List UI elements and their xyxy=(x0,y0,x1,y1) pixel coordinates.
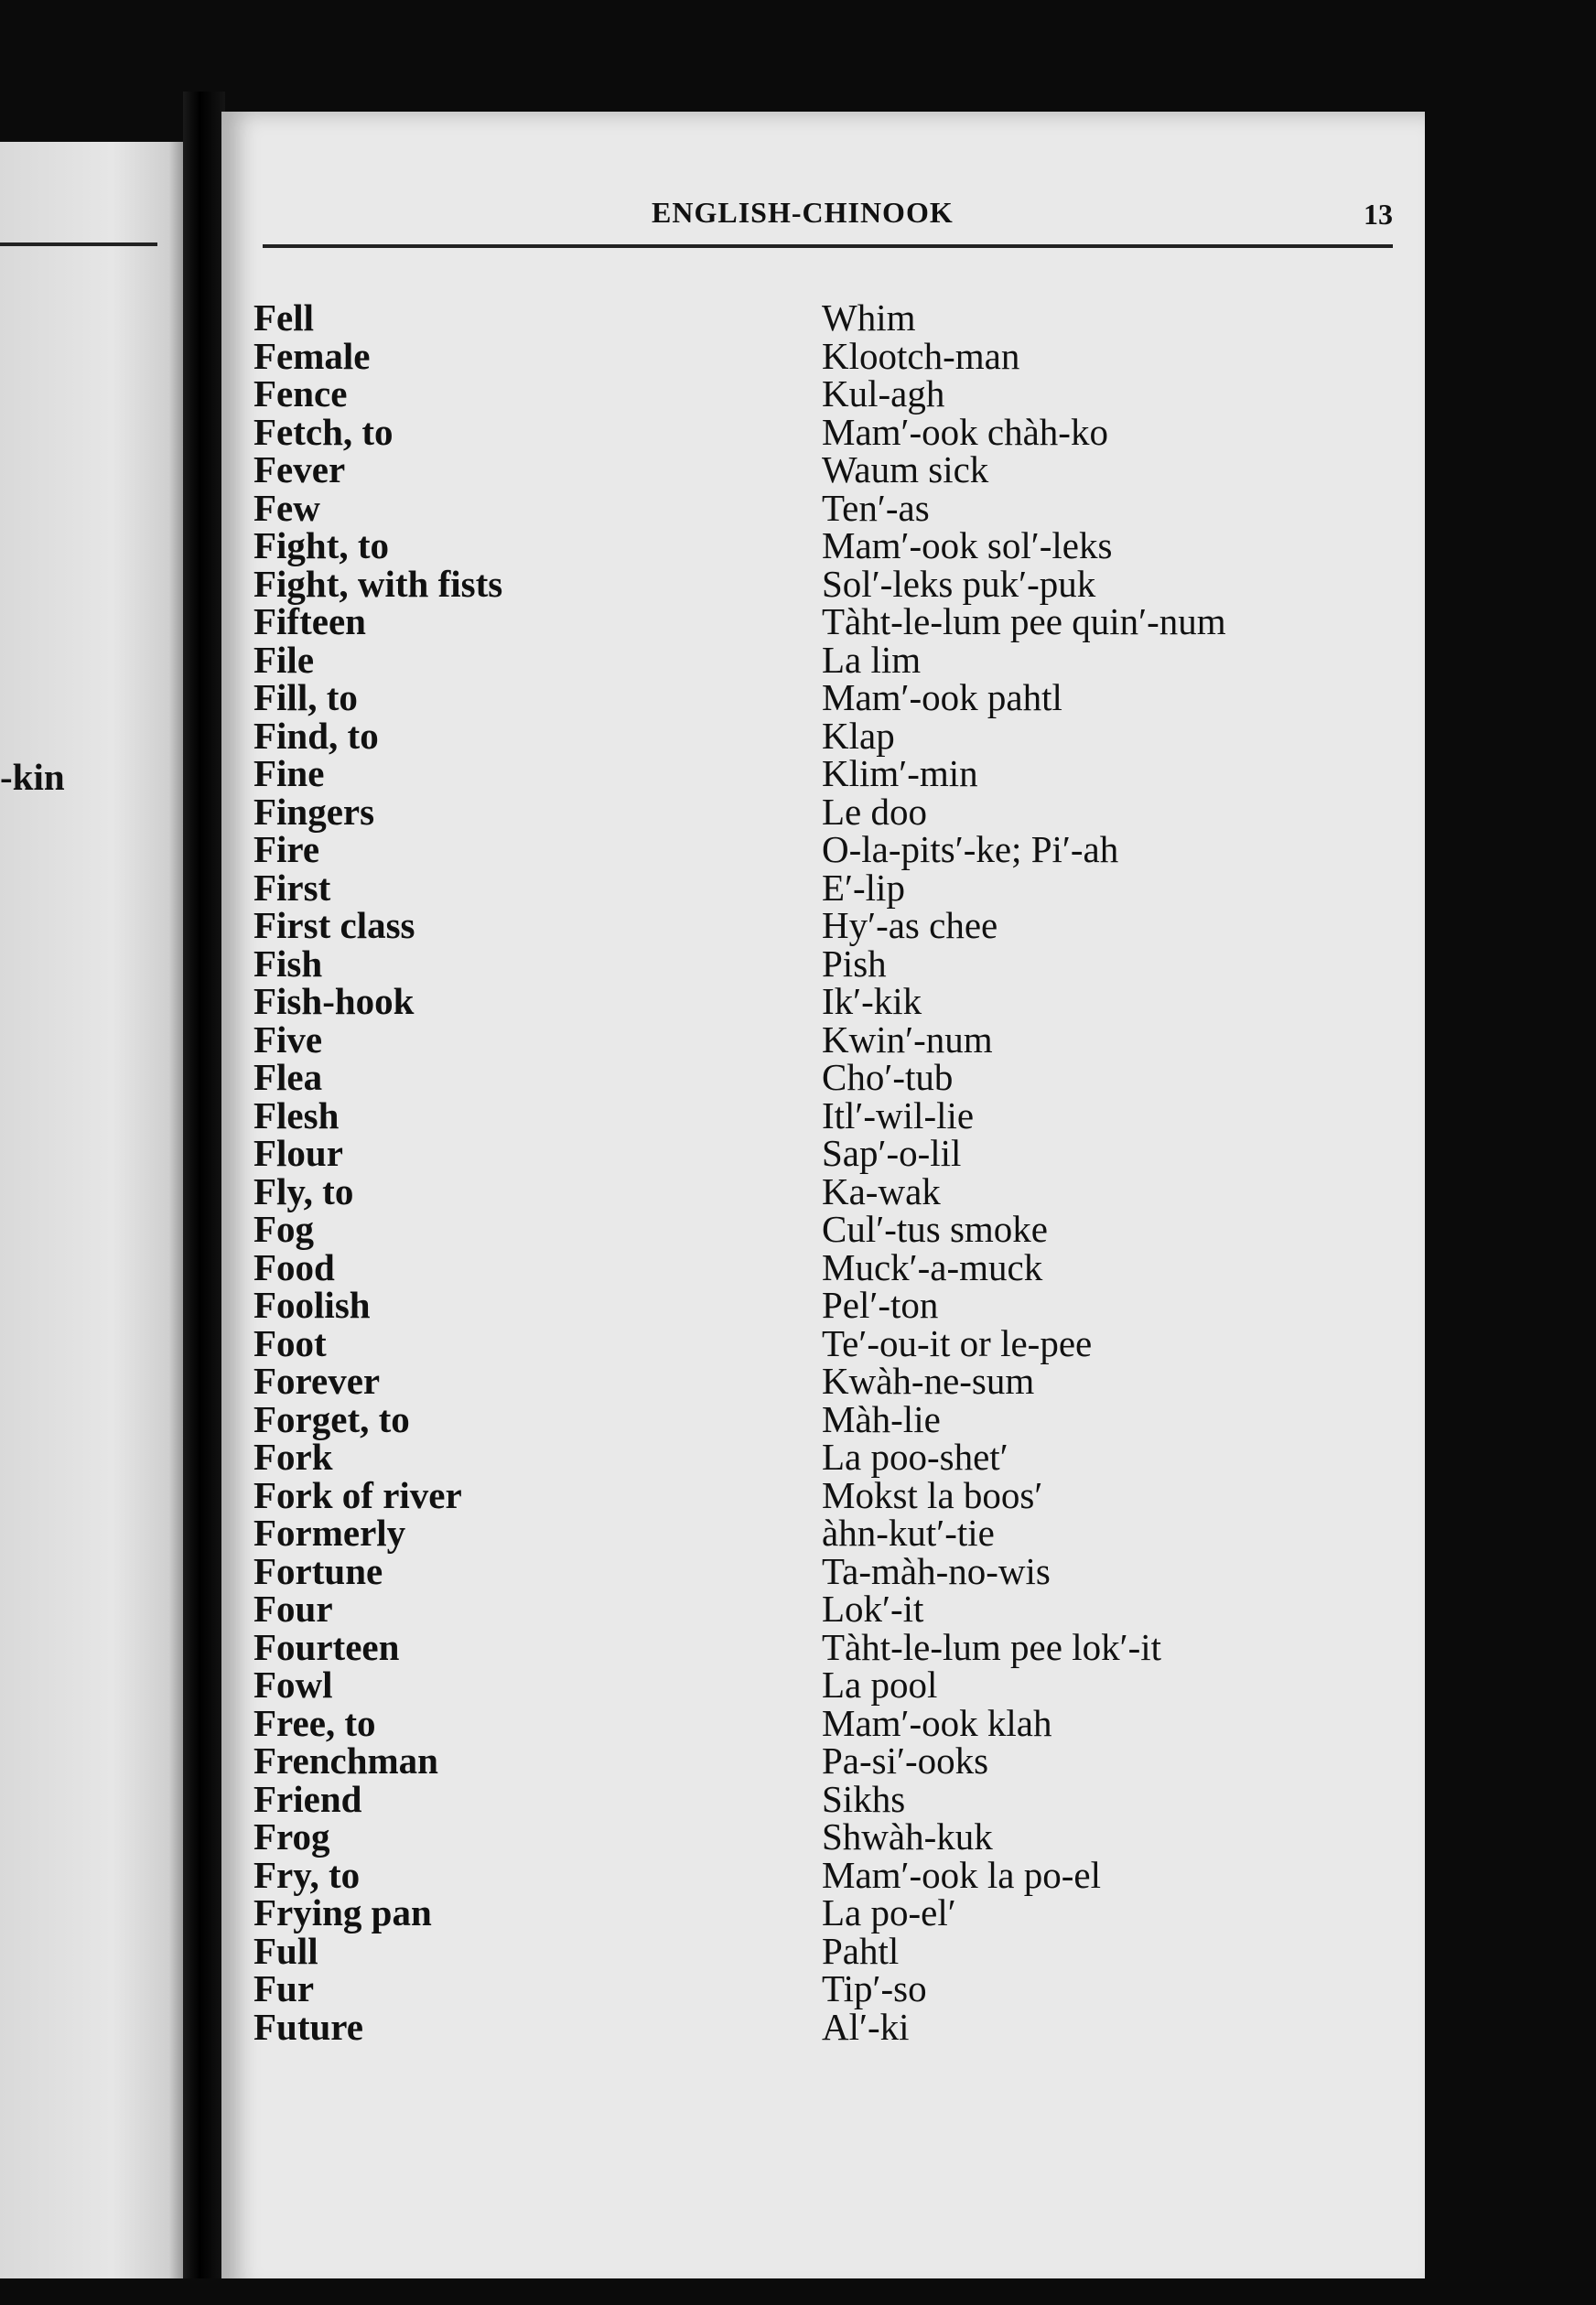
glossary-entry xyxy=(221,1929,1411,1972)
glossary-entry xyxy=(221,1473,1411,1516)
facing-page-text-fragment: -kin xyxy=(0,756,65,798)
chinook-term: O-la-pits′-ke; Pi′-ah xyxy=(822,828,1119,870)
english-term: Fog xyxy=(253,1208,315,1250)
chinook-term: Mam′-ook pahtl xyxy=(822,676,1062,718)
english-term: Five xyxy=(253,1018,323,1061)
glossary-entry xyxy=(221,600,1411,642)
dictionary-page xyxy=(221,112,1425,2294)
glossary-entry xyxy=(221,372,1411,415)
glossary-entry xyxy=(221,1321,1411,1364)
english-term: Fingers xyxy=(253,790,375,833)
glossary-entry xyxy=(221,714,1411,757)
english-term: Fell xyxy=(253,296,315,339)
book-gutter xyxy=(183,92,225,2288)
glossary-entry xyxy=(221,790,1411,833)
glossary-entry xyxy=(221,676,1411,718)
english-term: File xyxy=(253,638,315,681)
chinook-term: Lok′-it xyxy=(822,1588,924,1630)
chinook-term: Mam′-ook klah xyxy=(822,1701,1052,1744)
english-term: Fill, to xyxy=(253,676,358,718)
chinook-term: Màh-lie xyxy=(822,1397,941,1440)
english-term: Fetch, to xyxy=(253,410,394,453)
glossary-entry xyxy=(221,1815,1411,1858)
english-term: Fly, to xyxy=(253,1169,354,1212)
glossary-entry xyxy=(221,1169,1411,1212)
english-term: Fight, to xyxy=(253,524,390,566)
chinook-term: Tàht-le-lum pee quin′-num xyxy=(822,600,1226,642)
glossary-entry xyxy=(221,1666,1411,1705)
english-term: Formerly xyxy=(253,1512,406,1554)
glossary-entry xyxy=(221,1132,1411,1174)
chinook-term: Pish xyxy=(822,942,887,985)
chinook-term: Mam′-ook la po-el xyxy=(822,1853,1101,1896)
english-term: Forget, to xyxy=(253,1397,410,1440)
glossary-entry xyxy=(221,1438,1411,1477)
glossary-entry xyxy=(221,1056,1411,1098)
chinook-term: Tàht-le-lum pee lok′-it xyxy=(822,1625,1162,1668)
chinook-term: Klootch-man xyxy=(822,334,1020,377)
chinook-term: Shwàh-kuk xyxy=(822,1815,993,1858)
chinook-term: Cul′-tus smoke xyxy=(822,1208,1049,1250)
chinook-term: Hy′-as chee xyxy=(822,904,998,946)
english-term: Future xyxy=(253,2005,363,2048)
english-term: Foot xyxy=(253,1321,327,1364)
chinook-term: La lim xyxy=(822,638,922,681)
english-term: Forever xyxy=(253,1360,381,1402)
english-term: Fever xyxy=(253,448,346,490)
glossary-entry xyxy=(221,1853,1411,1896)
chinook-term: Kwin′-num xyxy=(822,1018,993,1061)
english-term: Female xyxy=(253,334,371,377)
header-title: ENGLISH-CHINOOK xyxy=(652,196,954,229)
english-term: Find, to xyxy=(253,714,379,757)
english-term: Fine xyxy=(253,752,325,794)
glossary-entry xyxy=(221,1397,1411,1440)
chinook-term: Ten′-as xyxy=(822,486,930,529)
english-term: Frying pan xyxy=(253,1891,432,1933)
english-term: Full xyxy=(253,1929,318,1972)
chinook-term: àhn-kut′-tie xyxy=(822,1512,995,1554)
chinook-term: Ik′-kik xyxy=(822,980,922,1022)
glossary-entry xyxy=(221,1208,1411,1250)
chinook-term: Sol′-leks puk′-puk xyxy=(822,562,1096,605)
chinook-term: Ta-màh-no-wis xyxy=(822,1549,1051,1592)
glossary-entry xyxy=(221,486,1411,529)
glossary-entry xyxy=(221,448,1411,490)
chinook-term: E′-lip xyxy=(822,866,905,909)
chinook-term: Mam′-ook chàh-ko xyxy=(822,410,1108,453)
chinook-term: Muck′-a-muck xyxy=(822,1245,1043,1288)
chinook-term: La poo-shet′ xyxy=(822,1436,1008,1478)
chinook-term: La po-el′ xyxy=(822,1891,956,1933)
glossary-entry-list xyxy=(221,296,1411,2048)
glossary-entry xyxy=(221,2005,1411,2048)
chinook-term: Mokst la boos′ xyxy=(822,1473,1043,1516)
glossary-entry xyxy=(221,866,1411,909)
english-term: Fight, with fists xyxy=(253,562,503,605)
chinook-term: Itl′-wil-lie xyxy=(822,1093,975,1136)
glossary-entry xyxy=(221,1777,1411,1820)
english-term: Flea xyxy=(253,1056,323,1098)
chinook-term: Klap xyxy=(822,714,895,757)
chinook-term: Pahtl xyxy=(822,1929,900,1972)
facing-page xyxy=(0,142,188,2283)
glossary-entry xyxy=(221,752,1411,794)
chinook-term: Klim′-min xyxy=(822,752,978,794)
glossary-entry xyxy=(221,562,1411,605)
english-term: Fifteen xyxy=(253,600,366,642)
glossary-entry xyxy=(221,942,1411,985)
chinook-term: Kwàh-ne-sum xyxy=(822,1360,1035,1402)
chinook-term: Tip′-so xyxy=(822,1967,927,2009)
chinook-term: Pel′-ton xyxy=(822,1284,939,1326)
chinook-term: La pool xyxy=(822,1664,938,1706)
english-term: Fence xyxy=(253,372,348,415)
glossary-entry xyxy=(221,1360,1411,1402)
english-term: Friend xyxy=(253,1777,362,1820)
chinook-term: Cho′-tub xyxy=(822,1056,954,1098)
glossary-entry xyxy=(221,1245,1411,1288)
glossary-entry xyxy=(221,1549,1411,1592)
glossary-entry xyxy=(221,980,1411,1022)
english-term: Frenchman xyxy=(253,1740,438,1782)
glossary-entry xyxy=(221,1701,1411,1744)
running-header xyxy=(221,196,1402,242)
english-term: Free, to xyxy=(253,1701,376,1744)
glossary-entry xyxy=(221,1742,1411,1781)
scan-bottom-edge xyxy=(0,2278,1596,2305)
glossary-entry xyxy=(221,1018,1411,1061)
english-term: Few xyxy=(253,486,320,529)
glossary-entry xyxy=(221,334,1411,377)
glossary-entry xyxy=(221,1514,1411,1553)
chinook-term: Al′-ki xyxy=(822,2005,910,2048)
english-term: Fork xyxy=(253,1436,333,1478)
chinook-term: Pa-si′-ooks xyxy=(822,1740,989,1782)
english-term: Flesh xyxy=(253,1093,340,1136)
glossary-entry xyxy=(221,1967,1411,2009)
chinook-term: Waum sick xyxy=(822,448,989,490)
glossary-entry xyxy=(221,904,1411,946)
chinook-term: Ka-wak xyxy=(822,1169,941,1212)
glossary-entry xyxy=(221,1093,1411,1136)
english-term: Fish xyxy=(253,942,323,985)
glossary-entry xyxy=(221,1590,1411,1629)
glossary-entry xyxy=(221,410,1411,453)
english-term: Fur xyxy=(253,1967,315,2009)
english-term: Foolish xyxy=(253,1284,371,1326)
glossary-entry xyxy=(221,1891,1411,1933)
english-term: First class xyxy=(253,904,415,946)
glossary-entry xyxy=(221,638,1411,681)
english-term: Fry, to xyxy=(253,1853,361,1896)
chinook-term: Le doo xyxy=(822,790,927,833)
english-term: Fork of river xyxy=(253,1473,462,1516)
page-number: 13 xyxy=(1364,198,1393,231)
english-term: Four xyxy=(253,1588,333,1630)
english-term: Fire xyxy=(253,828,320,870)
glossary-entry xyxy=(221,296,1411,339)
chinook-term: Te′-ou-it or le-pee xyxy=(822,1321,1093,1364)
glossary-entry xyxy=(221,828,1411,870)
english-term: Frog xyxy=(253,1815,330,1858)
glossary-entry xyxy=(221,1625,1411,1668)
chinook-term: Sap′-o-lil xyxy=(822,1132,962,1174)
english-term: Flour xyxy=(253,1132,343,1174)
facing-page-rule xyxy=(0,242,157,246)
glossary-entry xyxy=(221,1284,1411,1326)
chinook-term: Sikhs xyxy=(822,1777,906,1820)
english-term: Food xyxy=(253,1245,335,1288)
chinook-term: Mam′-ook sol′-leks xyxy=(822,524,1113,566)
english-term: Fourteen xyxy=(253,1625,400,1668)
english-term: First xyxy=(253,866,331,909)
english-term: Fish-hook xyxy=(253,980,415,1022)
chinook-term: Kul-agh xyxy=(822,372,945,415)
english-term: Fortune xyxy=(253,1549,383,1592)
chinook-term: Whim xyxy=(822,296,916,339)
english-term: Fowl xyxy=(253,1664,333,1706)
header-rule xyxy=(263,244,1393,248)
glossary-entry xyxy=(221,524,1411,566)
